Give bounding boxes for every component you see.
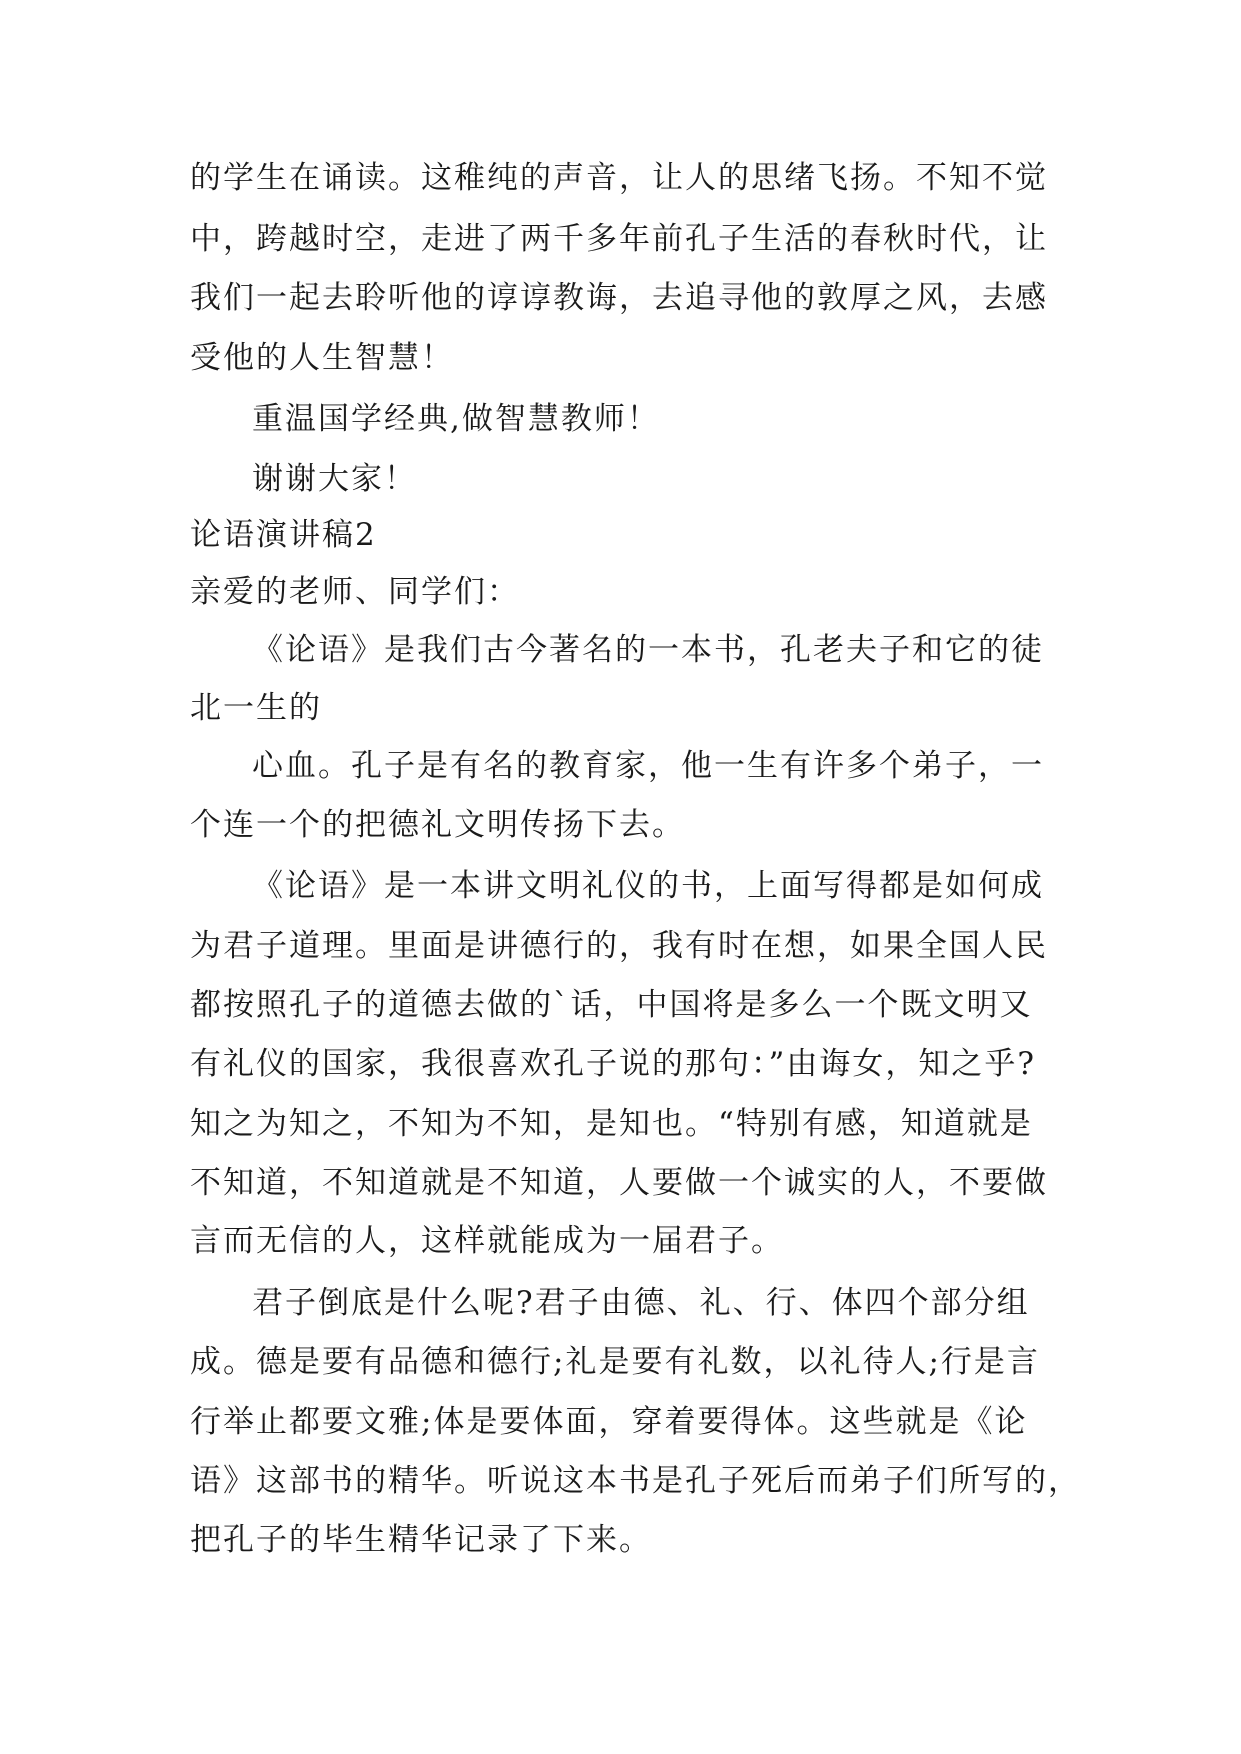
paragraph-line: 《论语》是一本讲文明礼仪的书，上面写得都是如何成 <box>252 868 1044 904</box>
paragraph-line: 受他的人生智慧！ <box>190 340 454 376</box>
paragraph-line: 北一生的 <box>190 690 322 726</box>
paragraph-line: 君子倒底是什么呢?君子由德、礼、行、体四个部分组 <box>252 1285 1030 1321</box>
paragraph-line: 都按照孔子的道德去做的`话，中国将是多么一个既文明又 <box>190 987 1033 1023</box>
paragraph-line: 语》这部书的精华。听说这本书是孔子死后而弟子们所写的， <box>190 1463 1081 1499</box>
paragraph-line: 中，跨越时空，走进了两千多年前孔子生活的春秋时代，让 <box>190 221 1048 257</box>
paragraph-line: 《论语》是我们古今著名的一本书，孔老夫子和它的徒 <box>252 632 1044 668</box>
section-title: 论语演讲稿2 <box>190 517 377 553</box>
paragraph-line: 不知道，不知道就是不知道，人要做一个诚实的人，不要做 <box>190 1165 1048 1201</box>
paragraph-line: 为君子道理。里面是讲德行的，我有时在想，如果全国人民 <box>190 928 1048 964</box>
paragraph-line: 心血。孔子是有名的教育家，他一生有许多个弟子，一 <box>252 748 1044 784</box>
paragraph-line: 的学生在诵读。这稚纯的声音，让人的思绪飞扬。不知不觉 <box>190 160 1048 196</box>
paragraph-line: 行举止都要文雅;体是要体面，穿着要得体。这些就是《论 <box>190 1404 1028 1440</box>
paragraph-line: 我们一起去聆听他的谆谆教诲，去追寻他的敦厚之风，去感 <box>190 280 1048 316</box>
paragraph-line: 谢谢大家！ <box>252 461 417 497</box>
paragraph-line: 有礼仪的国家，我很喜欢孔子说的那句：”由诲女，知之乎? <box>190 1046 1036 1082</box>
paragraph-line: 把孔子的毕生精华记录了下来。 <box>190 1522 652 1558</box>
paragraph-line: 成。德是要有品德和德行;礼是要有礼数，以礼待人;行是言 <box>190 1344 1040 1380</box>
paragraph-line: 言而无信的人，这样就能成为一届君子。 <box>190 1223 784 1259</box>
paragraph-line: 个连一个的把德礼文明传扬下去。 <box>190 807 685 843</box>
salutation: 亲爱的老师、同学们： <box>190 574 520 610</box>
paragraph-line: 重温国学经典,做智慧教师！ <box>252 401 660 437</box>
paragraph-line: 知之为知之，不知为不知，是知也。“特别有感，知道就是 <box>190 1106 1033 1142</box>
